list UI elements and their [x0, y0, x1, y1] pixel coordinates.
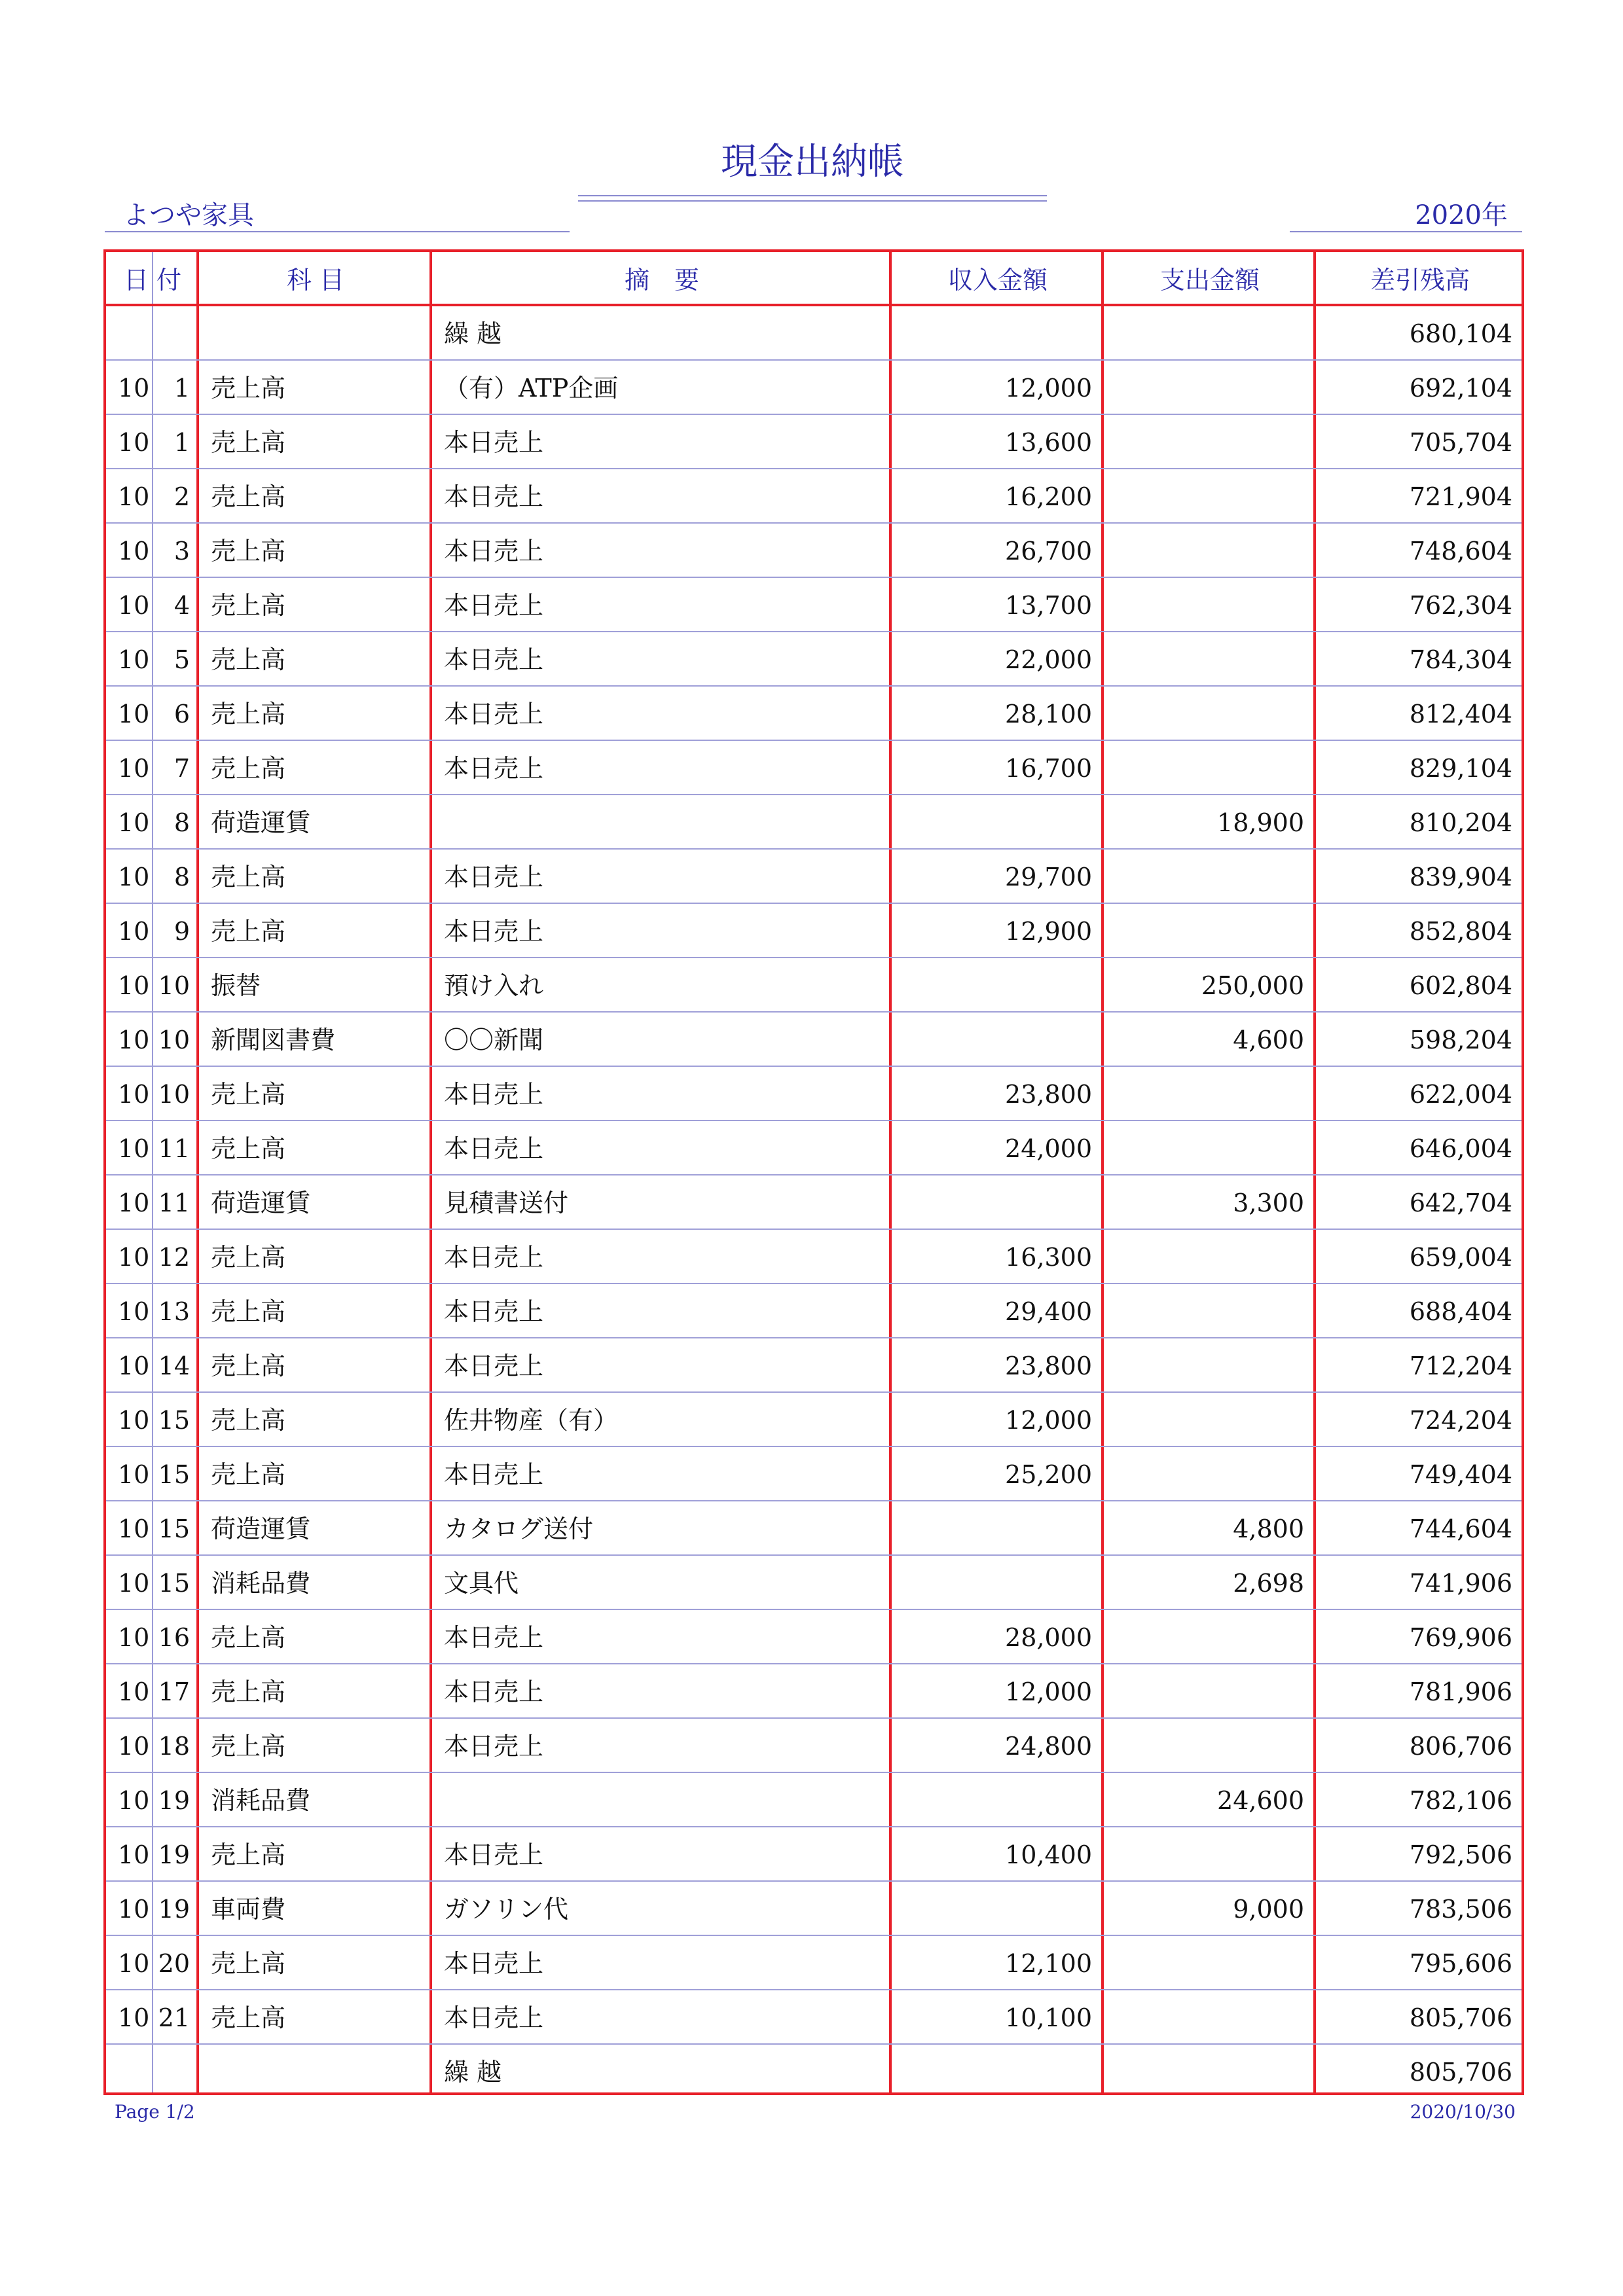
- cell-date-month: 10: [118, 1189, 150, 1217]
- company-name: よつや家具: [123, 200, 254, 230]
- cell-income-amount: 25,200: [1005, 1460, 1092, 1489]
- cell-description: 本日売上: [444, 591, 544, 620]
- cell-expense-amount: [1106, 632, 1313, 685]
- header-date: 日 付: [123, 266, 182, 295]
- cell-account: 売上高: [211, 1297, 286, 1326]
- cell-expense-amount: [1106, 578, 1313, 631]
- cell-description: 本日売上: [444, 1352, 544, 1380]
- header-expense: 支出金額: [1159, 266, 1260, 295]
- cell-account: 売上高: [211, 2003, 286, 2032]
- table-row: [106, 958, 1522, 1013]
- cell-account: 売上高: [211, 1732, 286, 1761]
- cell-date-month: 10: [118, 1677, 150, 1706]
- table-row: [106, 578, 1522, 632]
- cell-description: 預け入れ: [444, 971, 544, 1000]
- cell-date-month: 10: [118, 754, 150, 783]
- cell-description: 本日売上: [444, 1243, 544, 1272]
- cell-description: 本日売上: [444, 1677, 544, 1706]
- cell-account: 売上高: [211, 917, 286, 946]
- cell-balance-amount: 792,506: [1409, 1840, 1512, 1869]
- cell-balance-amount: 602,804: [1409, 971, 1512, 1000]
- cell-description: 本日売上: [444, 1732, 544, 1761]
- cell-account: 売上高: [211, 591, 286, 620]
- cell-date-month: 10: [118, 537, 150, 565]
- cell-balance-amount: 829,104: [1409, 754, 1512, 783]
- cell-income-amount: [894, 958, 1101, 1011]
- cell-income-amount: [894, 795, 1101, 848]
- cell-account: 売上高: [211, 1949, 286, 1978]
- cell-expense-amount: [1106, 1230, 1313, 1283]
- cell-date-day: 4: [173, 591, 190, 620]
- cell-date-day: 18: [158, 1732, 190, 1761]
- cell-description: 本日売上: [444, 700, 544, 728]
- cell-description: 本日売上: [444, 863, 544, 891]
- cell-balance-amount: 598,204: [1409, 1026, 1512, 1054]
- cell-date-day: [155, 306, 196, 359]
- header-balance: 差引残高: [1370, 266, 1470, 295]
- cell-balance-amount: 769,906: [1409, 1623, 1512, 1652]
- cell-balance-amount: 712,204: [1409, 1352, 1512, 1380]
- cell-date-day: 19: [158, 1895, 190, 1924]
- cell-account: 売上高: [211, 645, 286, 674]
- cell-balance-amount: 680,104: [1409, 319, 1512, 348]
- document-title: 現金出納帳: [721, 141, 904, 183]
- cell-income-amount: [894, 1501, 1101, 1554]
- cell-date-day: 11: [158, 1134, 190, 1163]
- cell-expense-amount: 3,300: [1233, 1189, 1304, 1217]
- cell-balance-amount: 692,104: [1409, 374, 1512, 403]
- table-row: [106, 306, 1522, 361]
- cell-income-amount: 23,800: [1005, 1080, 1092, 1109]
- cell-income-amount: 16,700: [1005, 754, 1092, 783]
- cell-expense-amount: [1106, 1284, 1313, 1337]
- cell-description: 本日売上: [444, 537, 544, 565]
- cell-account: 売上高: [211, 428, 286, 457]
- cell-date-month: 10: [118, 1243, 150, 1272]
- cell-account: 売上高: [211, 1840, 286, 1869]
- cell-income-amount: 12,100: [1005, 1949, 1092, 1978]
- table-row: [106, 1664, 1522, 1719]
- cell-account: 売上高: [211, 1406, 286, 1435]
- cell-income-amount: 28,100: [1005, 700, 1092, 728]
- cell-expense-amount: [1106, 469, 1313, 522]
- cell-date-month: 10: [118, 808, 150, 837]
- cell-description: 本日売上: [444, 1460, 544, 1489]
- cell-expense-amount: 4,800: [1233, 1515, 1304, 1543]
- cell-account: 売上高: [211, 700, 286, 728]
- cell-account: 売上高: [211, 1080, 286, 1109]
- cell-balance-amount: 688,404: [1409, 1297, 1512, 1326]
- cell-balance-amount: 721,904: [1409, 482, 1512, 511]
- cell-description: 繰 越: [444, 319, 502, 348]
- cell-date-day: 8: [173, 863, 190, 891]
- cell-account: 売上高: [211, 1460, 286, 1489]
- table-row: [106, 1501, 1522, 1556]
- year-field: [1290, 200, 1522, 232]
- cell-date-month: 10: [118, 1949, 150, 1978]
- cell-date-day: 10: [158, 971, 190, 1000]
- cell-description: 佐井物産（有）: [444, 1406, 619, 1435]
- cell-balance-amount: 622,004: [1409, 1080, 1512, 1109]
- cell-account: 振替: [211, 971, 261, 1000]
- table-row: [106, 1610, 1522, 1664]
- cell-date-day: 7: [173, 754, 190, 783]
- cell-income-amount: 12,900: [1005, 917, 1092, 946]
- cell-account: 売上高: [211, 1243, 286, 1272]
- cell-date-day: 16: [158, 1623, 190, 1652]
- cell-date-day: 13: [158, 1297, 190, 1326]
- cell-balance-amount: 748,604: [1409, 537, 1512, 565]
- cell-description: 本日売上: [444, 754, 544, 783]
- cell-balance-amount: 705,704: [1409, 428, 1512, 457]
- cell-expense-amount: [1106, 904, 1313, 957]
- cell-date-month: 10: [118, 374, 150, 403]
- cell-balance-amount: 724,204: [1409, 1406, 1512, 1435]
- cell-expense-amount: [1106, 1664, 1313, 1717]
- cell-income-amount: 13,700: [1005, 591, 1092, 620]
- cell-date-month: 10: [118, 1080, 150, 1109]
- cell-date-month: 10: [118, 482, 150, 511]
- table-row: [106, 632, 1522, 687]
- cell-description: 本日売上: [444, 482, 544, 511]
- table-row: [106, 1175, 1522, 1230]
- cell-date-month: 10: [118, 1406, 150, 1435]
- table-row: [106, 1338, 1522, 1393]
- cell-account: 荷造運賃: [211, 1189, 311, 1217]
- cell-date-month: 10: [118, 1297, 150, 1326]
- cell-balance-amount: 806,706: [1409, 1732, 1512, 1761]
- cell-account: 車両費: [211, 1895, 286, 1924]
- cell-income-amount: 12,000: [1005, 1406, 1092, 1435]
- cell-expense-amount: [1106, 524, 1313, 577]
- cell-date-day: 2: [173, 482, 190, 511]
- cell-balance-amount: 839,904: [1409, 863, 1512, 891]
- cell-balance-amount: 795,606: [1409, 1949, 1512, 1978]
- cell-expense-amount: 2,698: [1233, 1569, 1304, 1598]
- cell-income-amount: 12,000: [1005, 374, 1092, 403]
- cell-income-amount: [894, 1773, 1101, 1826]
- cell-expense-amount: [1106, 415, 1313, 468]
- table-row: [106, 1230, 1522, 1284]
- cell-expense-amount: [1106, 1719, 1313, 1772]
- cell-description: ガソリン代: [444, 1895, 569, 1924]
- cell-date-month: 10: [118, 1460, 150, 1489]
- cell-balance-amount: 805,706: [1409, 2003, 1512, 2032]
- cell-expense-amount: [1106, 306, 1313, 359]
- cell-account: 荷造運賃: [211, 808, 311, 837]
- table-row: [106, 524, 1522, 578]
- cell-expense-amount: 24,600: [1217, 1786, 1304, 1815]
- cell-date-day: 10: [158, 1080, 190, 1109]
- cell-expense-amount: [1106, 741, 1313, 794]
- cell-description: 本日売上: [444, 645, 544, 674]
- cell-date-day: 10: [158, 1026, 190, 1054]
- cell-income-amount: 22,000: [1005, 645, 1092, 674]
- cell-date-month: 10: [118, 1786, 150, 1815]
- header-income: 収入金額: [947, 266, 1048, 295]
- table-row: [106, 361, 1522, 415]
- table-row: [106, 2045, 1522, 2099]
- cell-date-month: [109, 2045, 155, 2098]
- table-row: [106, 469, 1522, 524]
- cell-balance-amount: 782,106: [1409, 1786, 1512, 1815]
- cell-balance-amount: 783,506: [1409, 1895, 1512, 1924]
- cell-expense-amount: [1106, 1990, 1313, 2043]
- cell-balance-amount: 659,004: [1409, 1243, 1512, 1272]
- cell-income-amount: 23,800: [1005, 1352, 1092, 1380]
- cell-account: 売上高: [211, 1352, 286, 1380]
- table-row: [106, 1773, 1522, 1827]
- cell-balance-amount: 744,604: [1409, 1515, 1512, 1543]
- cell-expense-amount: [1106, 1827, 1313, 1880]
- cell-date-day: 15: [158, 1515, 190, 1543]
- cell-date-month: 10: [118, 1895, 150, 1924]
- page-number: Page 1/2: [115, 2101, 195, 2123]
- cell-date-month: 10: [118, 917, 150, 946]
- cell-income-amount: [894, 1175, 1101, 1229]
- cell-expense-amount: [1106, 1610, 1313, 1663]
- cell-description: カタログ送付: [444, 1515, 594, 1543]
- table-row: [106, 1990, 1522, 2045]
- cell-income-amount: [894, 306, 1101, 359]
- table-row: [106, 850, 1522, 904]
- cell-account: 荷造運賃: [211, 1515, 311, 1543]
- cell-date-day: 15: [158, 1460, 190, 1489]
- cell-balance-amount: 810,204: [1409, 808, 1512, 837]
- cell-date-month: 10: [118, 645, 150, 674]
- cell-expense-amount: 4,600: [1233, 1026, 1304, 1054]
- cell-expense-amount: [1106, 361, 1313, 414]
- table-row: [106, 1393, 1522, 1447]
- cell-date-day: 1: [173, 374, 190, 403]
- cell-income-amount: 10,400: [1005, 1840, 1092, 1869]
- cell-expense-amount: [1106, 1447, 1313, 1500]
- cell-description: 本日売上: [444, 917, 544, 946]
- cell-income-amount: 16,200: [1005, 482, 1092, 511]
- cell-income-amount: 28,000: [1005, 1623, 1092, 1652]
- cell-date-month: 10: [118, 1840, 150, 1869]
- year-label: 2020年: [1415, 200, 1508, 230]
- cell-description: 本日売上: [444, 1840, 544, 1869]
- cell-expense-amount: [1106, 1936, 1313, 1989]
- cell-account: [202, 2045, 429, 2098]
- cell-date-month: 10: [118, 1515, 150, 1543]
- cell-expense-amount: [1106, 2045, 1313, 2098]
- cell-income-amount: [894, 1882, 1101, 1935]
- cell-account: [202, 306, 429, 359]
- cell-date-month: 10: [118, 2003, 150, 2032]
- table-row: [106, 1067, 1522, 1121]
- cell-income-amount: 12,000: [1005, 1677, 1092, 1706]
- cell-balance-amount: 812,404: [1409, 700, 1512, 728]
- cell-income-amount: [894, 1013, 1101, 1066]
- cell-date-day: 3: [173, 537, 190, 565]
- cell-description: （有）ATP企画: [444, 374, 619, 403]
- print-date: 2020/10/30: [1410, 2101, 1516, 2123]
- cell-date-month: 10: [118, 863, 150, 891]
- cell-balance-amount: 741,906: [1409, 1569, 1512, 1598]
- cell-expense-amount: 9,000: [1233, 1895, 1304, 1924]
- cell-expense-amount: [1106, 1338, 1313, 1391]
- cell-income-amount: 26,700: [1005, 537, 1092, 565]
- cell-date-day: 12: [158, 1243, 190, 1272]
- table-row: [106, 1882, 1522, 1936]
- cell-date-day: 19: [158, 1786, 190, 1815]
- table-row: [106, 795, 1522, 850]
- table-row: [106, 1013, 1522, 1067]
- cell-description: 本日売上: [444, 428, 544, 457]
- table-row: [106, 1827, 1522, 1882]
- cell-account: 新聞図書費: [211, 1026, 336, 1054]
- cell-income-amount: [894, 1556, 1101, 1609]
- cell-date-day: 8: [173, 808, 190, 837]
- cell-income-amount: 13,600: [1005, 428, 1092, 457]
- cell-expense-amount: [1106, 1067, 1313, 1120]
- table-row: [106, 741, 1522, 795]
- table-row: [106, 1556, 1522, 1610]
- cell-balance-amount: 784,304: [1409, 645, 1512, 674]
- cell-date-month: 10: [118, 1732, 150, 1761]
- cell-description: 文具代: [444, 1569, 519, 1598]
- cell-description: 本日売上: [444, 1949, 544, 1978]
- table-row: [106, 904, 1522, 958]
- cell-balance-amount: 852,804: [1409, 917, 1512, 946]
- cell-date-day: 19: [158, 1840, 190, 1869]
- cell-date-month: 10: [118, 1026, 150, 1054]
- cell-date-day: [155, 2045, 196, 2098]
- header-account: 科 目: [286, 266, 345, 295]
- cell-date-day: 1: [173, 428, 190, 457]
- cell-account: 売上高: [211, 1134, 286, 1163]
- cell-date-month: 10: [118, 1134, 150, 1163]
- cell-account: 売上高: [211, 482, 286, 511]
- table-row: [106, 1121, 1522, 1175]
- cell-income-amount: [894, 2045, 1101, 2098]
- cell-description: 本日売上: [444, 2003, 544, 2032]
- cell-income-amount: 16,300: [1005, 1243, 1092, 1272]
- cell-date-month: 10: [118, 428, 150, 457]
- cell-income-amount: 24,800: [1005, 1732, 1092, 1761]
- cell-expense-amount: [1106, 1393, 1313, 1446]
- cell-description: [435, 1773, 889, 1826]
- cell-date-day: 17: [158, 1677, 190, 1706]
- cell-date-month: 10: [118, 1352, 150, 1380]
- cell-date-month: 10: [118, 591, 150, 620]
- cell-income-amount: 24,000: [1005, 1134, 1092, 1163]
- cell-income-amount: 29,700: [1005, 863, 1092, 891]
- table-row: [106, 1284, 1522, 1338]
- cell-balance-amount: 762,304: [1409, 591, 1512, 620]
- table-row: [106, 1719, 1522, 1773]
- cell-date-month: 10: [118, 1569, 150, 1598]
- cell-date-month: 10: [118, 700, 150, 728]
- cell-balance-amount: 646,004: [1409, 1134, 1512, 1163]
- cash-ledger-table: [103, 249, 1524, 2095]
- cell-date-day: 15: [158, 1406, 190, 1435]
- cell-expense-amount: [1106, 850, 1313, 903]
- header-description: 摘 要: [624, 266, 699, 295]
- cell-description: 繰 越: [444, 2058, 502, 2087]
- table-row: [106, 687, 1522, 741]
- cell-description: [435, 795, 889, 848]
- cell-date-day: 11: [158, 1189, 190, 1217]
- cell-account: 消耗品費: [211, 1786, 311, 1815]
- cell-account: 売上高: [211, 754, 286, 783]
- cell-date-month: [109, 306, 155, 359]
- cell-balance-amount: 749,404: [1409, 1460, 1512, 1489]
- cell-description: 本日売上: [444, 1080, 544, 1109]
- cell-date-day: 5: [173, 645, 190, 674]
- cell-description: 本日売上: [444, 1623, 544, 1652]
- cell-description: 本日売上: [444, 1134, 544, 1163]
- cell-expense-amount: [1106, 1121, 1313, 1174]
- cell-account: 売上高: [211, 1623, 286, 1652]
- cell-date-day: 21: [158, 2003, 190, 2032]
- table-row: [106, 1447, 1522, 1501]
- cell-date-day: 6: [173, 700, 190, 728]
- cell-balance-amount: 781,906: [1409, 1677, 1512, 1706]
- cell-account: 売上高: [211, 1677, 286, 1706]
- cell-balance-amount: 642,704: [1409, 1189, 1512, 1217]
- cell-account: 売上高: [211, 863, 286, 891]
- cell-account: 売上高: [211, 374, 286, 403]
- cell-description: 見積書送付: [444, 1189, 569, 1217]
- cell-account: 消耗品費: [211, 1569, 311, 1598]
- table-header-row: [106, 252, 1522, 306]
- cell-date-day: 15: [158, 1569, 190, 1598]
- company-field: [105, 200, 570, 232]
- cell-expense-amount: [1106, 687, 1313, 740]
- cell-description: 〇〇新聞: [444, 1026, 544, 1054]
- cell-account: 売上高: [211, 537, 286, 565]
- cell-date-month: 10: [118, 971, 150, 1000]
- table-row: [106, 415, 1522, 469]
- cell-date-day: 9: [173, 917, 190, 946]
- cell-date-day: 20: [158, 1949, 190, 1978]
- title-underline-second: [578, 200, 1047, 202]
- title-underline: [578, 195, 1047, 196]
- cell-balance-amount: 805,706: [1409, 2058, 1512, 2087]
- cell-income-amount: 10,100: [1005, 2003, 1092, 2032]
- cell-description: 本日売上: [444, 1297, 544, 1326]
- cell-expense-amount: 250,000: [1201, 971, 1304, 1000]
- table-row: [106, 1936, 1522, 1990]
- cell-income-amount: 29,400: [1005, 1297, 1092, 1326]
- cell-date-month: 10: [118, 1623, 150, 1652]
- cell-date-day: 14: [158, 1352, 190, 1380]
- cell-expense-amount: 18,900: [1217, 808, 1304, 837]
